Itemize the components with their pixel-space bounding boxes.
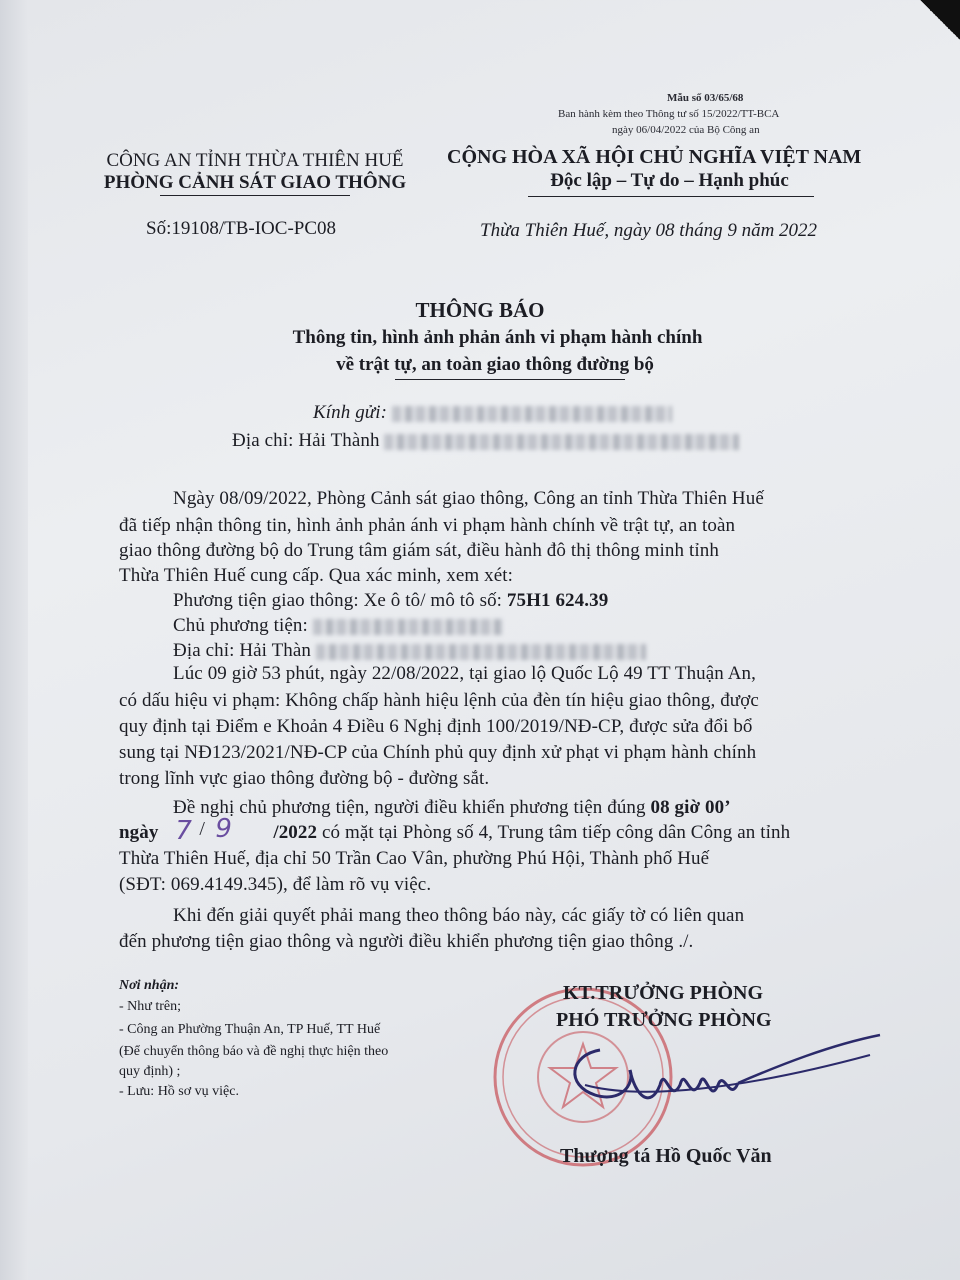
recipient-address-line — [232, 430, 739, 452]
vehicle-label: Phương tiện giao thông: Xe ô tô/ mô tô số: — [173, 590, 507, 611]
paper-shadow — [0, 0, 28, 1280]
handwritten-signature — [540, 1025, 890, 1135]
p2-line1: Lúc 09 giờ 53 phút, ngày 22/08/2022, tại giao lộ Quốc Lộ 49 TT Thuận An, — [173, 663, 756, 684]
p3-line2 — [119, 814, 791, 846]
handwritten-month: 9 — [215, 814, 232, 844]
p2-line3: quy định tại Điểm e Khoản 4 Điều 6 Nghị định 100/2019/NĐ-CP, được sửa đổi bổ — [119, 716, 753, 737]
agency-underline — [160, 195, 350, 196]
owner-address-line — [173, 640, 646, 662]
receiver-5: - Lưu: Hồ sơ vụ việc. — [119, 1084, 239, 1099]
date-separator: / — [199, 818, 205, 840]
receiver-1: - Như trên; — [119, 999, 182, 1014]
p2-line2: có dấu hiệu vi phạm: Không chấp hành hiệu lệnh của đèn tín hiệu giao thông, được — [119, 690, 759, 711]
p2-line5: trong lĩnh vực giao thông đường bộ - đường sắt. — [119, 768, 490, 789]
notice-subtitle-1: Thông tin, hình ảnh phản ánh vi phạm hành chính — [292, 327, 703, 348]
date-label: ngày — [119, 822, 159, 843]
p3-line1-text: Đề nghị chủ phương tiện, người điều khiển phương tiện đúng — [173, 797, 651, 818]
p1-line2: đã tiếp nhận thông tin, hình ảnh phản ánh vi phạm hành chính về trật tự, an toàn — [119, 515, 736, 536]
appointment-time: 08 giờ 00’ — [650, 797, 731, 818]
document-number: Số:19108/TB-IOC-PC08 — [146, 218, 337, 239]
vehicle-plate: 75H1 624.39 — [506, 590, 609, 611]
receiver-3: (Để chuyển thông báo và đề nghị thực hiện theo — [119, 1044, 389, 1059]
agency-line2 — [85, 172, 425, 194]
p3-line2-text: có mặt tại Phòng số 4, Trung tâm tiếp công dân Công an tỉnh — [317, 822, 791, 843]
receiver-2: - Công an Phường Thuận An, TP Huế, TT Huế — [119, 1022, 381, 1037]
redacted-owner-address — [316, 644, 646, 660]
handwritten-date — [163, 814, 273, 846]
owner-label: Chủ phương tiện: — [173, 615, 308, 636]
national-title: CỘNG HÒA XÃ HỘI CHỦ NGHĨA VIỆT NAM — [447, 146, 862, 168]
notice-title: THÔNG BÁO — [415, 298, 545, 322]
p3-line4: (SĐT: 069.4149.345), để làm rõ vụ việc. — [119, 874, 432, 895]
p2-line4: sung tại NĐ123/2021/NĐ-CP của Chính phủ quy định xử phạt vi phạm hành chính — [119, 742, 757, 763]
owner-line — [173, 615, 503, 637]
signature-title-1: KT.TRƯỞNG PHÒNG — [563, 982, 763, 1004]
receiver-4: quy định) ; — [119, 1064, 181, 1079]
signer-name: Thượng tá Hồ Quốc Văn — [560, 1145, 772, 1167]
redacted-owner — [313, 619, 503, 635]
motto-underline — [528, 196, 814, 197]
recipient-line — [313, 402, 672, 424]
redacted-recipient — [392, 406, 672, 422]
national-motto: Độc lập – Tự do – Hạnh phúc — [550, 170, 789, 191]
handwritten-day: 7 — [175, 816, 192, 846]
redacted-recipient-address — [384, 434, 739, 450]
p4-line2: đến phương tiện giao thông và người điều khiển phương tiện giao thông ./. — [119, 931, 694, 952]
place-date: Thừa Thiên Huế, ngày 08 tháng 9 năm 2022 — [480, 220, 818, 241]
recipient-label: Kính gửi: — [313, 402, 388, 423]
vehicle-line — [173, 590, 608, 612]
owner-address-label: Địa chỉ: Hải Thàn — [173, 640, 312, 661]
receivers-title: Nơi nhận: — [119, 978, 180, 993]
p1-line4: Thừa Thiên Huế cung cấp. Qua xác minh, xem xét: — [119, 565, 513, 586]
p3-line1 — [173, 797, 731, 819]
form-circular: Ban hành kèm theo Thông tư số 15/2022/TT-BCA — [558, 108, 780, 120]
signature-title-2: PHÓ TRƯỞNG PHÒNG — [556, 1009, 772, 1031]
p3-line3: Thừa Thiên Huế, địa chỉ 50 Trần Cao Vân, phường Phú Hội, Thành phố Huế — [119, 848, 710, 869]
agency-line2-text: PHÒNG CẢNH SÁT GIAO THÔNG — [103, 172, 407, 193]
page-corner — [920, 0, 960, 40]
p4-line1: Khi đến giải quyết phải mang theo thông báo này, các giấy tờ có liên quan — [173, 905, 745, 926]
p1-line3: giao thông đường bộ do Trung tâm giám sát, điều hành đô thị thông minh tỉnh — [119, 540, 719, 561]
recipient-address-label: Địa chỉ: Hải Thành — [232, 430, 380, 451]
appointment-year: /2022 — [273, 822, 318, 843]
agency-line1: CÔNG AN TỈNH THỪA THIÊN HUẾ — [106, 150, 404, 171]
p1-line1: Ngày 08/09/2022, Phòng Cảnh sát giao thông, Công an tỉnh Thừa Thiên Huế — [173, 488, 764, 509]
notice-subtitle-2: về trật tự, an toàn giao thông đường bộ — [336, 354, 654, 375]
form-date: ngày 06/04/2022 của Bộ Công an — [612, 124, 760, 136]
form-number: Mẫu số 03/65/68 — [667, 92, 744, 104]
title-underline — [395, 379, 625, 380]
